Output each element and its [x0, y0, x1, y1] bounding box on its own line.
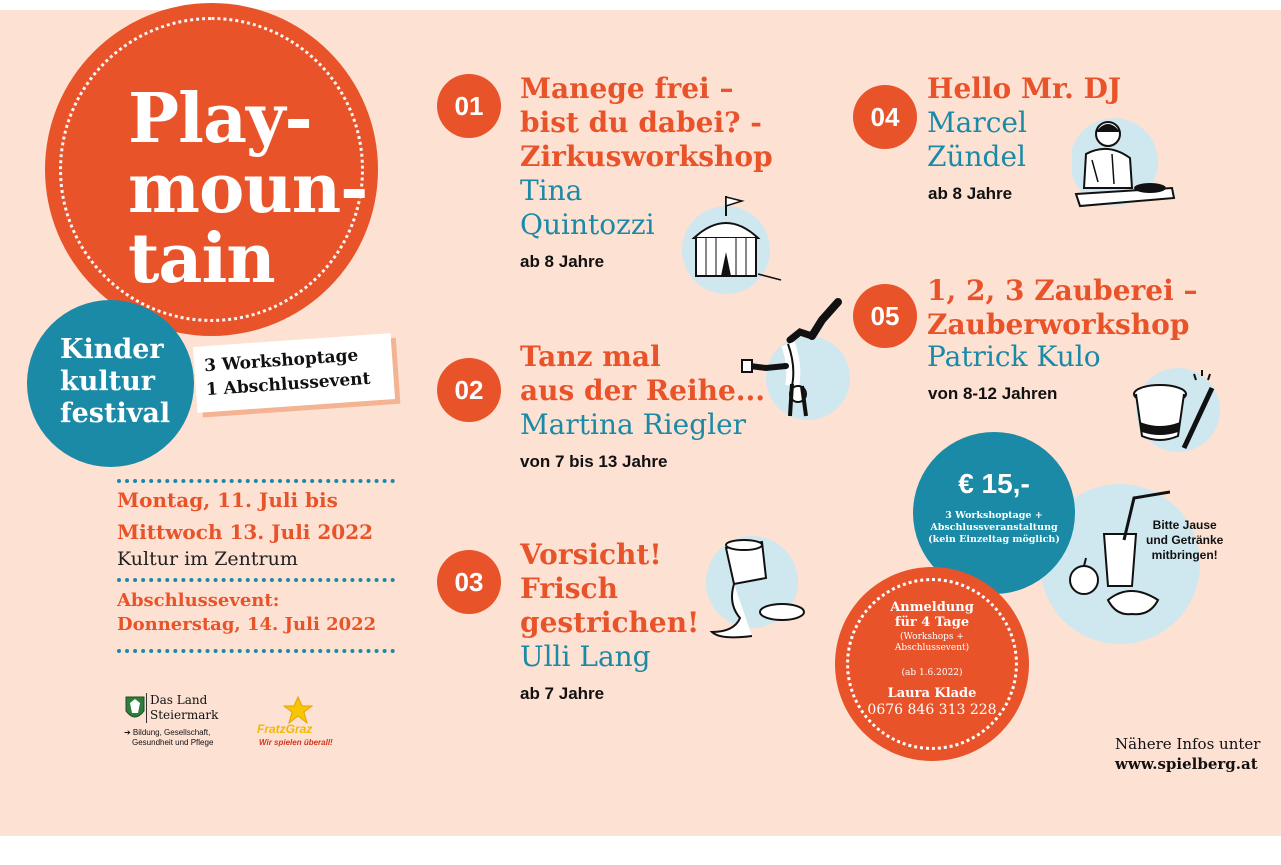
- date-line-1: Montag, 11. Juli bis: [117, 488, 338, 512]
- steiermark-sub-1: ➔ Bildung, Gesellschaft,: [124, 728, 211, 737]
- snack-note-line-1: Bitte Jause: [1152, 518, 1217, 532]
- registration-circle: [835, 567, 1029, 761]
- divider: [117, 479, 395, 483]
- workshop-title-line: Hello Mr. DJ: [927, 72, 1122, 105]
- paint-bucket-icon: [700, 534, 810, 651]
- registration-sub-2: Abschlussevent): [894, 643, 970, 653]
- coat-of-arms-icon: [124, 693, 146, 723]
- steiermark-text: [146, 693, 218, 723]
- steiermark-line-1: Das Land: [150, 693, 208, 707]
- more-info-url[interactable]: www.spielberg.at: [1115, 755, 1258, 773]
- price-details: [913, 510, 1075, 546]
- registration-contact: Laura Klade: [887, 686, 977, 701]
- date-line-2: Mittwoch 13. Juli 2022: [117, 520, 374, 544]
- workshop-leader: Tina: [520, 174, 583, 207]
- workshop-days-card: [193, 333, 395, 413]
- snack-note-line-3: mitbringen!: [1151, 548, 1218, 562]
- workshop-title-line: Frisch: [520, 572, 618, 605]
- workshop-age: ab 7 Jahre: [520, 684, 605, 703]
- magic-hat-icon: [1118, 362, 1224, 459]
- note-line-2: 1 Abschlussevent: [205, 368, 372, 401]
- divider: [117, 649, 395, 653]
- breakdancer-icon: [740, 296, 855, 431]
- workshop-leader: Quintozzi: [520, 208, 655, 241]
- title-line-2: moun-: [128, 149, 368, 229]
- registration-line-1: Anmeldung: [890, 600, 974, 615]
- venue: Kultur im Zentrum: [117, 548, 298, 570]
- subtitle-line-2: kultur: [60, 366, 155, 397]
- fratzgraz-name: FratzGraz: [257, 722, 313, 736]
- subtitle-line-1: Kinder: [60, 334, 164, 365]
- workshop-age: ab 8 Jahre: [928, 184, 1013, 203]
- workshop-age: von 7 bis 13 Jahre: [520, 452, 668, 471]
- circus-tent-icon: [676, 188, 786, 303]
- steiermark-subline: [124, 728, 213, 748]
- title-line-1: Play-: [128, 79, 312, 159]
- price-line-2: Abschlussveranstaltung: [930, 522, 1058, 533]
- workshop-title-line: Zauberworkshop: [927, 308, 1190, 341]
- subtitle-line-3: festival: [60, 398, 171, 429]
- workshop-age: von 8-12 Jahren: [928, 384, 1058, 403]
- price-amount: € 15,-: [958, 468, 1030, 499]
- workshop-number: 03: [437, 550, 501, 614]
- snack-note-line-2: und Getränke: [1146, 533, 1224, 547]
- registration-from: (ab 1.6.2022): [901, 668, 963, 678]
- workshop-number: 05: [853, 284, 917, 348]
- registration-line-2: für 4 Tage: [894, 615, 970, 630]
- registration-heading: [835, 600, 1029, 630]
- closing-date: Donnerstag, 14. Juli 2022: [117, 614, 377, 635]
- workshop-title-line: Vorsicht!: [520, 538, 662, 571]
- price-line-3: (kein Einzeltag möglich): [928, 534, 1060, 545]
- registration-phone: 0676 846 313 228: [867, 702, 997, 718]
- steiermark-sub-2: Gesundheit und Pflege: [132, 738, 214, 747]
- workshop-leader: Ulli Lang: [520, 640, 651, 673]
- registration-sub: [835, 632, 1029, 654]
- snack-note: [1146, 518, 1223, 563]
- workshop-title-line: gestrichen!: [520, 606, 700, 639]
- workshop-title-line: bist du dabei? -: [520, 106, 762, 139]
- more-info-label: Nähere Infos unter: [1115, 735, 1261, 753]
- divider: [117, 578, 395, 582]
- workshop-leader: Patrick Kulo: [927, 340, 1101, 373]
- workshop-number: 01: [437, 74, 501, 138]
- workshop-title-line: 1, 2, 3 Zauberei –: [927, 274, 1198, 307]
- workshop-title-line: Zirkusworkshop: [520, 140, 773, 173]
- workshop-title-line: Tanz mal: [520, 340, 661, 373]
- title-line-3: tain: [128, 219, 275, 299]
- workshop-leader: Zündel: [927, 140, 1026, 173]
- workshop-number: 04: [853, 85, 917, 149]
- steiermark-logo: [124, 693, 146, 728]
- registration-sub-1: (Workshops +: [900, 632, 964, 642]
- price-line-1: 3 Workshoptage +: [945, 510, 1043, 521]
- fratzgraz-slogan: Wir spielen überall!: [259, 738, 333, 747]
- workshop-age: ab 8 Jahre: [520, 252, 605, 271]
- workshop-leader: Marcel: [927, 106, 1027, 139]
- poster-background: [0, 10, 1281, 836]
- steiermark-line-2: Steiermark: [150, 708, 219, 722]
- workshop-leader: Martina Riegler: [520, 408, 747, 441]
- dj-icon: [1072, 114, 1176, 219]
- closing-label: Abschlussevent:: [117, 590, 280, 611]
- workshop-number: 02: [437, 358, 501, 422]
- workshop-title-line: aus der Reihe...: [520, 374, 766, 407]
- workshop-title-line: Manege frei –: [520, 72, 734, 105]
- note-line-1: 3 Workshoptage: [203, 345, 359, 377]
